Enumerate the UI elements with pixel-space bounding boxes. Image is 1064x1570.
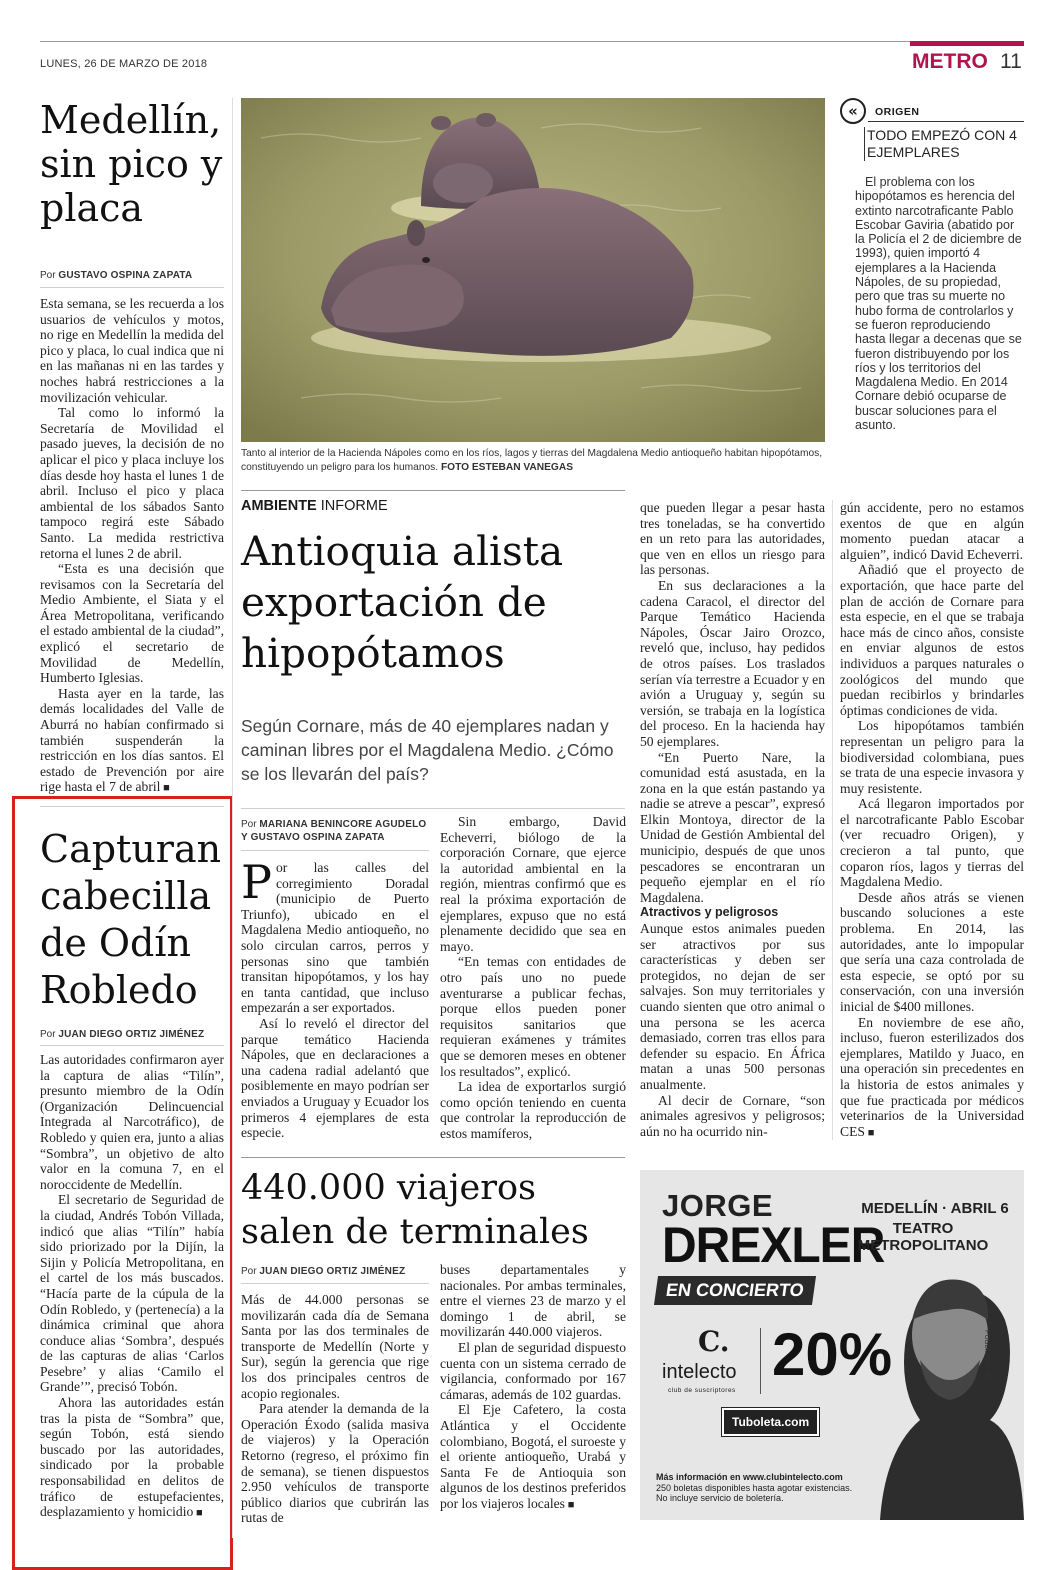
origen-text: El problema con los hipopótamos es herencia del extinto narcotraficante Pablo Escobar Gaviria (abatido por la Policía el 2 de diciembre de 1993), quien importó 4 ejemplares a la Hacienda Nápoles, de su propiedad, pero que tras su muerte no hubo forma de controlarlos y se fueron reproduciendo hasta llegar a decenas que se fueron distribuyendo por los ríos y los territorios del Magdalena Medio. En 2014 Cornare debió ocuparse de buscar soluciones para el asunto. [855,175,1022,433]
ad-artist-first: JORGE [662,1188,774,1223]
column-separator [832,500,833,1140]
ad-divider [760,1328,761,1394]
ad-concert-badge: EN CONCIERTO [654,1276,816,1305]
byline-prefix: Por [40,270,56,281]
byline-rule [40,1045,224,1046]
ad-footer-line3: No incluye servicio de boletería. [656,1493,784,1503]
article-pico-title: Medellín, sin pico y placa [40,98,223,230]
paragraph: Ahora las autoridades están tras la pista de “Sombra” que, según Tobón, está siendo buscado por las autoridades, sindicado por la probable responsabilidad en delitos de tráfico de estupefacientes, desplazamiento y homicidio ■ [40,1395,224,1522]
article-viajeros-col1 [241,1292,429,1526]
byline-prefix: Por [40,1029,56,1040]
caption-text: Tanto al interior de la Hacienda Nápoles como en los ríos, lagos y tierras del Magdalena Medio antioqueño habitan hipopótamos, constituyendo un peligro para los humanos. [241,448,823,473]
origen-rule [868,121,1024,122]
paragraph: Esta semana, se les recuerda a los usuarios de vehículos y motos, no rige en Medellín la medida del pico y placa, lo cual indica que ni en las mañanas ni en las tardes y noches habrá restricciones a la movilización vehicular. [40,296,224,405]
byline-prefix: Por [241,1266,257,1277]
sponsor-logo-letter: C. [698,1325,730,1358]
article-hipos-col3 [640,500,825,1139]
dropcap: P [241,855,272,909]
ad-pub-code: PUBLI: XNK-76 [983,1330,990,1379]
article-hipos-col4 [840,500,1024,1141]
page-number: 11 [1000,50,1022,73]
paragraph: Hasta ayer en la tarde, las demás localidades del Valle de Aburrá no habían confirmado si también suspenderán la restricción en los días santos. El estado de Prevención por aire rige hasta el 7 de abril ■ [40,686,224,797]
paragraph: gún accidente, pero no estamos exentos de que en algún momento puedan atacar a alguien”, indicó David Echeverri. [840,500,1024,562]
paragraph: “En temas con entidades de otro país uno no puede aventurarse a publicar fechas, porque ellos pueden poner requisitos sanitarios que requieran exámenes y trámites que se demoren meses en obtener los resultados”, explicó. [440,954,626,1079]
article-capturan-byline [40,1029,204,1040]
byline-rule [241,1283,429,1284]
ad-discount: 20% [772,1321,893,1388]
ad-artist-last: DREXLER [662,1217,885,1274]
paragraph: Acá llegaron importados por el narcotraficante Pablo Escobar (ver recuadro Origen), y crecieron a tal punto, que coparon ríos, lagos y tierras del Magdalena Medio. [840,796,1024,890]
paragraph: buses departamentales y nacionales. Por ambas terminales, entre el viernes 23 de marzo y el domingo 1 de abril, se movilizarán 440.000 viajeros. [440,1262,626,1340]
paragraph: “En Puerto Nare, la comunidad está asustada, en la zona en la que están pastando ya nadie se atreve a pescar”, expresó Elkin Montoya, director de la Unidad de Gestión Ambiental del municipio, después de que unos pescadores se encontraran un pequeño ejemplar en el río Magdalena. [640,749,825,905]
article-viajeros-byline [241,1266,405,1277]
paragraph: Las autoridades confirmaron ayer la captura de alias “Tilín”, presunto miembro de la Odín (Organización Delincuencial Integrada al Narcotráfico), de Robledo y quien era, junto a alias “Sombra”, un objetivo de alto valor en la comuna 7, en el noroccidente de Medellín. [40,1052,224,1192]
article-viajeros-title: 440.000 viajeros salen de terminales [241,1168,589,1252]
byline-rule [40,287,224,288]
byline-author: GUSTAVO OSPINA ZAPATA [58,270,193,281]
article-capturan-title: Capturan cabecilla de Odín Robledo [40,827,222,1012]
tuboleta-logo: Tuboleta.com [722,1408,819,1436]
drexler-ad[interactable] [640,1170,1024,1520]
hippo-illustration [241,98,825,442]
photo-caption [241,447,825,475]
paragraph: or las calles del corregimiento Doradal (municipio de Puerto Triunfo), ubicado en el Magdalena Medio antioqueño, no solo circulan carros, perros y personas sino que también transitan hipopótamos, y los hay en tanta cantidad, que incluso empezarán a ser exportados. [241,860,429,1016]
paragraph: Sin embargo, David Echeverri, biólogo de la corporación Cornare, que ejerce la autoridad ambiental en la región, mientras confirmó que es real la próxima exportación de ejemplares, expuso que no está plenamente decidido que sea en mayo. [440,814,626,954]
article-hipos-byline [241,818,431,844]
column-separator [232,98,233,1538]
article-hipos-col1 [241,855,429,1141]
paragraph: que pueden llegar a pesar hasta tres toneladas, se ha convertido en un reto para las autoridades, que ven en ellos un riesgo para las personas. [640,500,825,578]
article-pico-body [40,296,224,797]
hippo-photo [241,98,825,442]
paragraph: Para atender la demanda de la Operación Éxodo (salida masiva de viajeros) y la Operación Retorno (regreso, el próximo fin de semana), se tienen dispuestos 2.950 vehículos de transporte público diarios que cubrirán las rutas de [241,1401,429,1526]
article-hipos-deck: Según Cornare, más de 40 ejemplares nadan y caminan libres por el Magdalena Medio. ¿Cómo se los llevarán del país? [241,716,614,784]
paragraph: Los hipopótamos también representan un peligro para la biodiversidad colombiana, pues se trata de una especie invasora y muy resistente. [840,718,1024,796]
paragraph: Aunque estos animales pueden ser atractivos por sus características y deben ser protegidos, no dejan de ser salvajes. Son muy territoriales y cuando sienten que otro animal o una persona se les acerca demasiado, corren tras ellos para defender su espacio. En África matan a unas 500 personas anualmente. [640,921,825,1092]
ad-city-date: MEDELLÍN · ABRIL 6 [861,1200,1009,1217]
byline-authors: MARIANA BENINCORE AGUDELO Y GUSTAVO OSPINA ZAPATA [241,819,427,843]
ad-footer [656,1472,852,1504]
paragraph: La idea de exportarlos surgió como opción teniendo en cuenta que controlar la reproducción de estos mamíferos, [440,1079,626,1141]
section-name: METRO [912,50,988,73]
section-accent-bar [910,41,1024,46]
article-hipos-title: Antioquia alista exportación de hipopótamos [241,527,564,677]
origen-back-icon: « [840,98,866,124]
paragraph: Tal como lo informó la Secretaría de Movilidad el pasado jueves, la decisión de no aplicar el pico y placa incluye los días desde hoy hasta el lunes 1 de abril. Incluso el pico y placa ambiental de los sábados Santo tampoco regirá este Sábado Santo. La medida restrictiva retorna el lunes 2 de abril. [40,405,224,561]
paragraph: El plan de seguridad dispuesto cuenta con un sistema cerrado de vigilancia, conformado por 167 cámaras, además de 102 guardas. [440,1339,626,1402]
section-divider [241,1157,625,1158]
paragraph: Desde años atrás se vienen buscando soluciones a este problema. En 2014, las autoridades, ante lo impopular que sería una caza controlada de esta especie, se optó por su conservación, con una inversión inicial de $400 millones. [840,889,1024,1014]
article-viajeros-col2 [440,1262,626,1514]
paragraph: El secretario de Seguridad de la ciudad, Andrés Tobón Villada, indicó que alias “Tilín” había sido priorizado por la Dijín, la Sijin y Policía Metropolitana, en el cartel de los más buscados. “Hacía parte de la cúpula de la Odín Robledo, y (pertenecía) a la dinámica criminal que ahora conduce alias ‘Sombra’, después de las capturas de alias ‘Carlos Pesebre’ y alias ‘Camilo el Grande’”, precisó Tobón. [40,1192,224,1395]
photo-credit: FOTO ESTEBAN VANEGAS [440,462,574,473]
paragraph: Añadió que el proyecto de exportación, que hace parte del plan de acción de Cornare para esta especie, en el que se trabaja hace más de cinco años, consiste en enviar algunos de estos individuos a parques naturales o zoológicos del mundo que puedan recibirlos y brindarles óptimas condiciones de vida. [840,562,1024,718]
byline-author: JUAN DIEGO ORTIZ JIMÉNEZ [58,1029,205,1040]
paragraph: El Eje Cafetero, la costa Atlántica y el Occidente colombiano, Bogotá, el suroeste y el oriente antioqueño, Urabá y Santa Fe de Antioquia son algunos de los destinos preferidos por los viajeros locales ■ [440,1402,626,1513]
origen-title [864,127,1024,161]
subhead: Atractivos y peligrosos [640,905,779,920]
article-capturan-body [40,1052,224,1522]
kicker-type: INFORME [320,498,388,514]
article-kicker [241,498,388,514]
ad-footer-line2: 250 boletas disponibles hasta agotar existencias. [656,1482,853,1493]
kicker-rule [241,490,625,491]
header-top-rule [40,41,1024,42]
section-divider [40,806,224,807]
origen-title-text: TODO EMPEZÓ CON 4 EJEMPLARES [867,127,1017,160]
paragraph: En noviembre de ese año, incluso, fueron esterilizados dos ejemplares, Matildo y Juaco, en una operación sin precedentes en la historia de estos animales y que fue practicada por médicos veterinarios de la Universidad CES ■ [840,1015,1024,1142]
byline-rule [241,850,429,851]
sponsor-name: intelecto [662,1361,737,1383]
kicker-section: AMBIENTE [241,498,317,514]
article-hipos-col2 [440,814,626,1141]
deck-rule [241,808,625,809]
paragraph: Al decir de Cornare, “son animales agresivos y peligrosos; aún no ha ocurrido nin- [640,1092,825,1139]
origen-label: ORIGEN [875,106,920,118]
page-date: LUNES, 26 DE MARZO DE 2018 [40,58,208,70]
sponsor-tagline: club de suscriptores [668,1387,736,1394]
paragraph: “Esta es una decisión que revisamos con la Secretaría del Medio Ambiente, el Siata y el Área Metropolitana, verificando el estado ambiental de la ciudad”, explicó el secretario de Movilidad de Medellín, Humberto Iglesias. [40,561,224,686]
byline-prefix: Por [241,819,257,830]
intelecto-logo [658,1325,753,1400]
article-pico-byline [40,270,192,281]
ad-venue: TEATRO METROPOLITANO [857,1220,989,1254]
paragraph: Más de 44.000 personas se movilizarán cada día de Semana Santa por las dos terminales de transporte de Medellín (Norte y Sur), según la gerencia que rige los dos principales centros de acopio regionales. [241,1292,429,1401]
byline-author: JUAN DIEGO ORTIZ JIMÉNEZ [259,1266,406,1277]
paragraph: En sus declaraciones a la cadena Caracol, el director del Parque Temático Hacienda Nápoles, Óscar Jairo Orozco, reveló que, incluso, hay pedidos de otros países. Los traslados serían vía terrestre a Ecuador y en avión a Uruguay y, según su versión, se trabaja en la logística del proceso. En la hacienda hay 50 ejemplares. [640,577,825,749]
paragraph: Así lo reveló el director del parque temático Hacienda Nápoles, que en declaraciones a una cadena radial adelantó que posiblemente en mayo podrían ser enviados a Uruguay y Ecuador los primeros 4 ejemplares de esta especie. [241,1015,429,1141]
ad-footer-line1: Más información en www.clubintelecto.com [656,1472,843,1482]
